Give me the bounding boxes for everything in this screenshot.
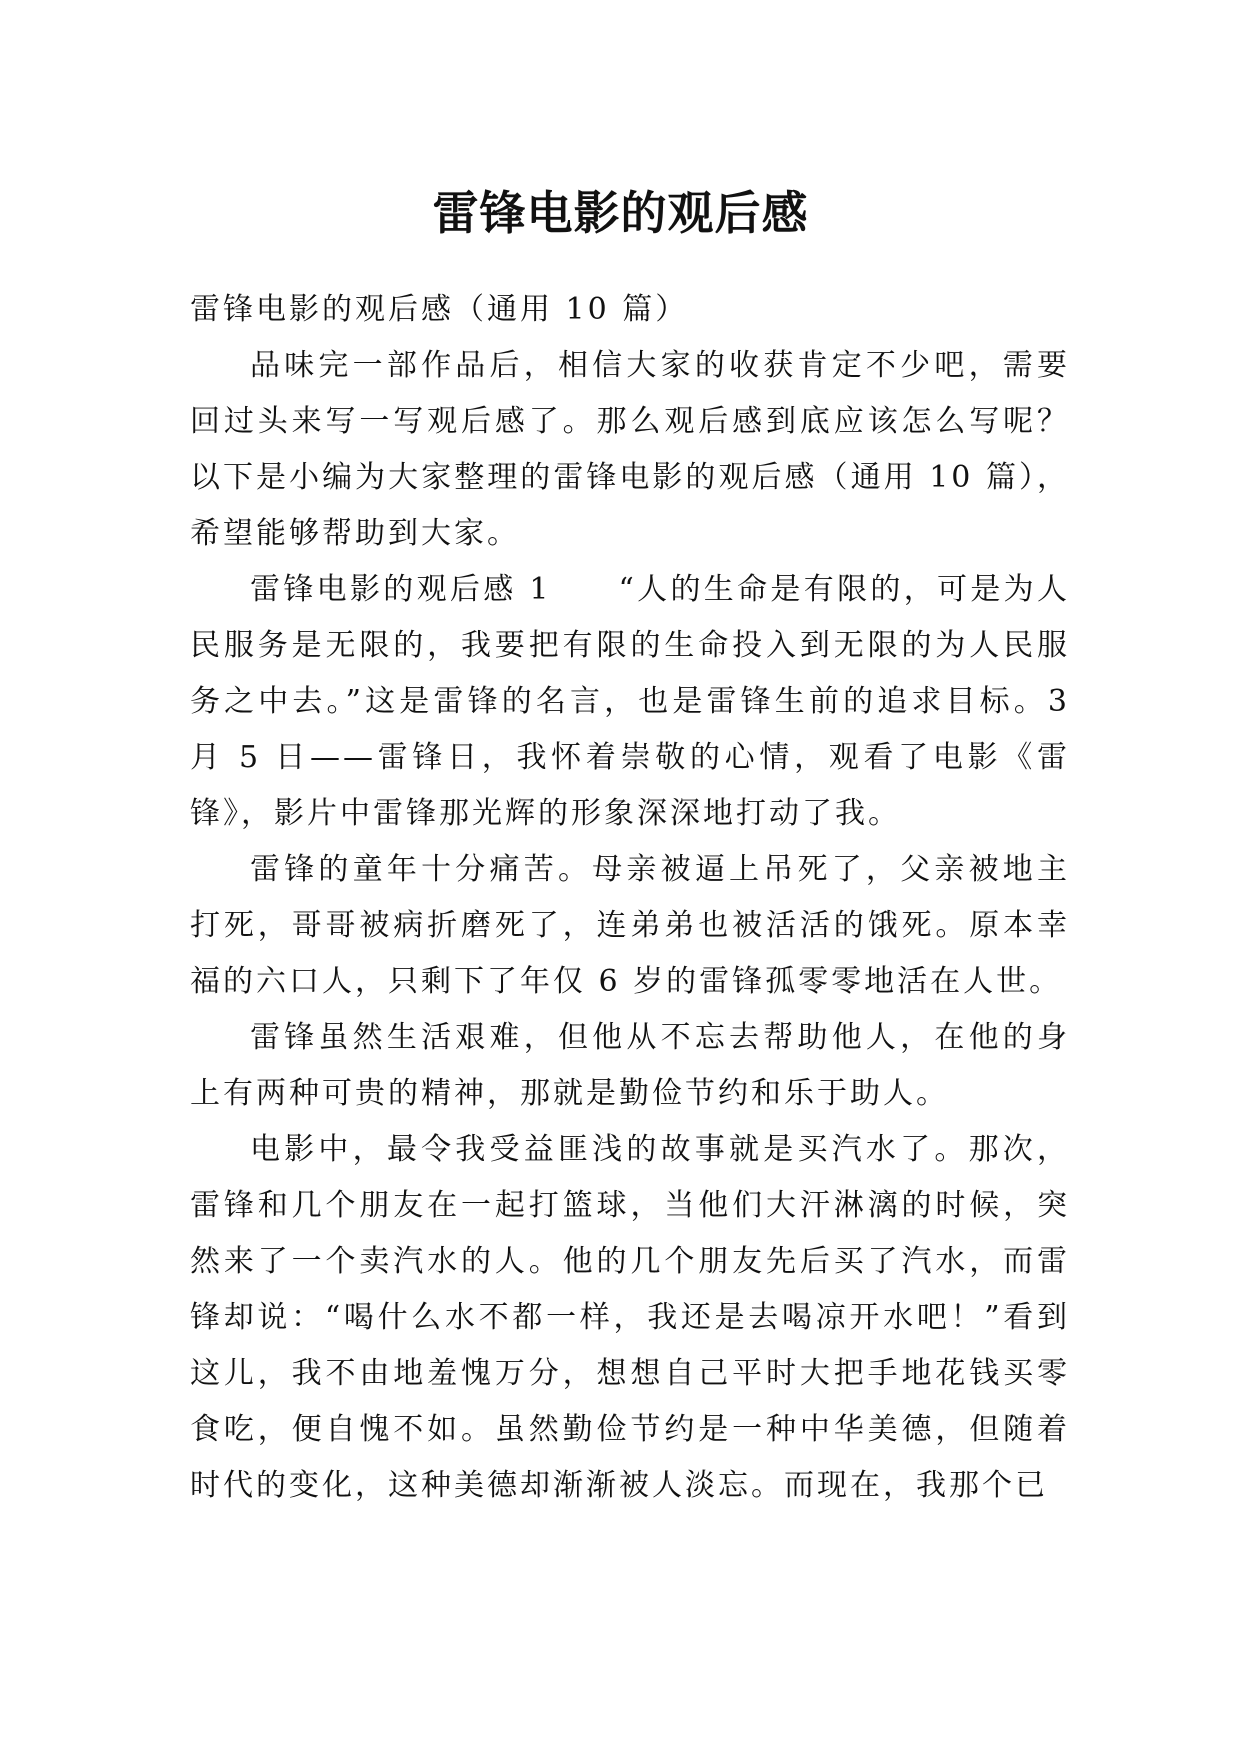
paragraph-4: 电影中，最令我受益匪浅的故事就是买汽水了。那次，雷锋和几个朋友在一起打篮球，当他们大汗淋漓的时候，突然来了一个卖汽水的人。他的几个朋友先后买了汽水，而雷锋却说：“喝什么水不都一样，我还是去喝凉开水吧！”看到这儿，我不由地羞愧万分，想想自己平时大把手地花钱买零食吃，便自愧不如。虽然勤俭节约是一种中华美德，但随着时代的变化，这种美德却渐渐被人淡忘。而现在，我那个已 bbox=[190, 1132, 1070, 1503]
paragraph-3: 雷锋虽然生活艰难，但他从不忘去帮助他人，在他的身上有两种可贵的精神，那就是勤俭节约和乐于助人。 bbox=[190, 1020, 1070, 1111]
document-body bbox=[190, 282, 1070, 1514]
paragraph-1: 雷锋电影的观后感 1 “人的生命是有限的，可是为人民服务是无限的，我要把有限的生命投入到无限的为人民服务之中去。”这是雷锋的名言，也是雷锋生前的追求目标。3 月 5 日——雷锋日，我怀着崇敬的心情，观看了电影《雷锋》，影片中雷锋那光辉的形象深深地打动了我。 bbox=[190, 572, 1070, 831]
document-title: 雷锋电影的观后感 bbox=[432, 185, 809, 240]
paragraph-2: 雷锋的童年十分痛苦。母亲被逼上吊死了，父亲被地主打死，哥哥被病折磨死了，连弟弟也被活活的饿死。原本幸福的六口人，只剩下了年仅 6 岁的雷锋孤零零地活在人世。 bbox=[190, 852, 1070, 999]
paragraph-intro: 品味完一部作品后，相信大家的收获肯定不少吧，需要回过头来写一写观后感了。那么观后感到底应该怎么写呢？以下是小编为大家整理的雷锋电影的观后感（通用 10 篇），希望能够帮助到大家。 bbox=[190, 348, 1070, 551]
document-subtitle: 雷锋电影的观后感（通用 10 篇） bbox=[190, 292, 689, 327]
